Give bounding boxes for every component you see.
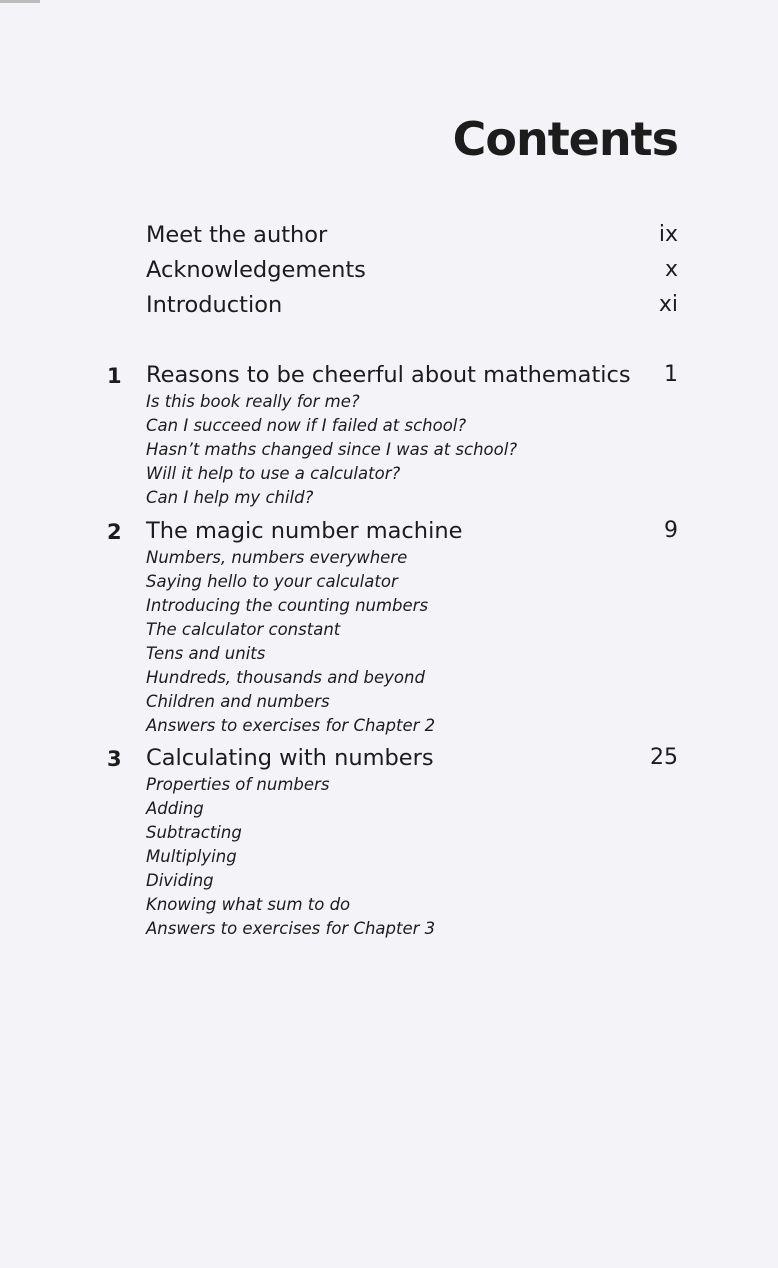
section-entry: Answers to exercises for Chapter 3 [146,919,436,938]
page-edge-mark [0,0,40,3]
section-entry: Is this book really for me? [146,392,360,411]
chapter-number: 3 [107,747,122,771]
section-entry: Subtracting [146,823,242,842]
chapter-entry [107,518,678,548]
section-entry: Properties of numbers [146,775,330,794]
section-entry: Hundreds, thousands and beyond [146,668,425,687]
chapter-title: Calculating with numbers [146,745,434,771]
page-number: 1 [664,362,678,387]
section-entry: Tens and units [146,644,266,663]
entry-label: Meet the author [146,222,328,248]
section-entry: Hasn’t maths changed since I was at school? [146,440,518,459]
page-number: 25 [650,745,678,770]
page-title: Contents [452,112,678,166]
section-entry: Introducing the counting numbers [146,596,429,615]
entry-label: Acknowledgements [146,257,366,283]
chapter-entry [107,745,678,775]
chapter-number: 1 [107,364,122,388]
chapter-title: Reasons to be cheerful about mathematics [146,362,631,388]
section-entry: Numbers, numbers everywhere [146,548,408,567]
section-entry: Answers to exercises for Chapter 2 [146,716,436,735]
section-entry: Children and numbers [146,692,330,711]
front-matter-entry [107,292,678,322]
section-entry: Will it help to use a calculator? [146,464,401,483]
entry-label: Introduction [146,292,283,318]
page-number: ix [658,222,678,247]
section-entry: Multiplying [146,847,237,866]
front-matter-entry [107,257,678,287]
section-entry: Knowing what sum to do [146,895,351,914]
chapter-entry [107,362,678,392]
section-entry: Dividing [146,871,214,890]
page-number: xi [658,292,678,317]
page-number: x [664,257,678,282]
section-entry: Adding [146,799,204,818]
section-entry: The calculator constant [146,620,341,639]
chapter-number: 2 [107,520,122,544]
section-entry: Can I succeed now if I failed at school? [146,416,467,435]
section-entry: Can I help my child? [146,488,314,507]
front-matter-entry [107,222,678,252]
section-entry: Saying hello to your calculator [146,572,398,591]
page-number: 9 [664,518,678,543]
chapter-title: The magic number machine [146,518,463,544]
